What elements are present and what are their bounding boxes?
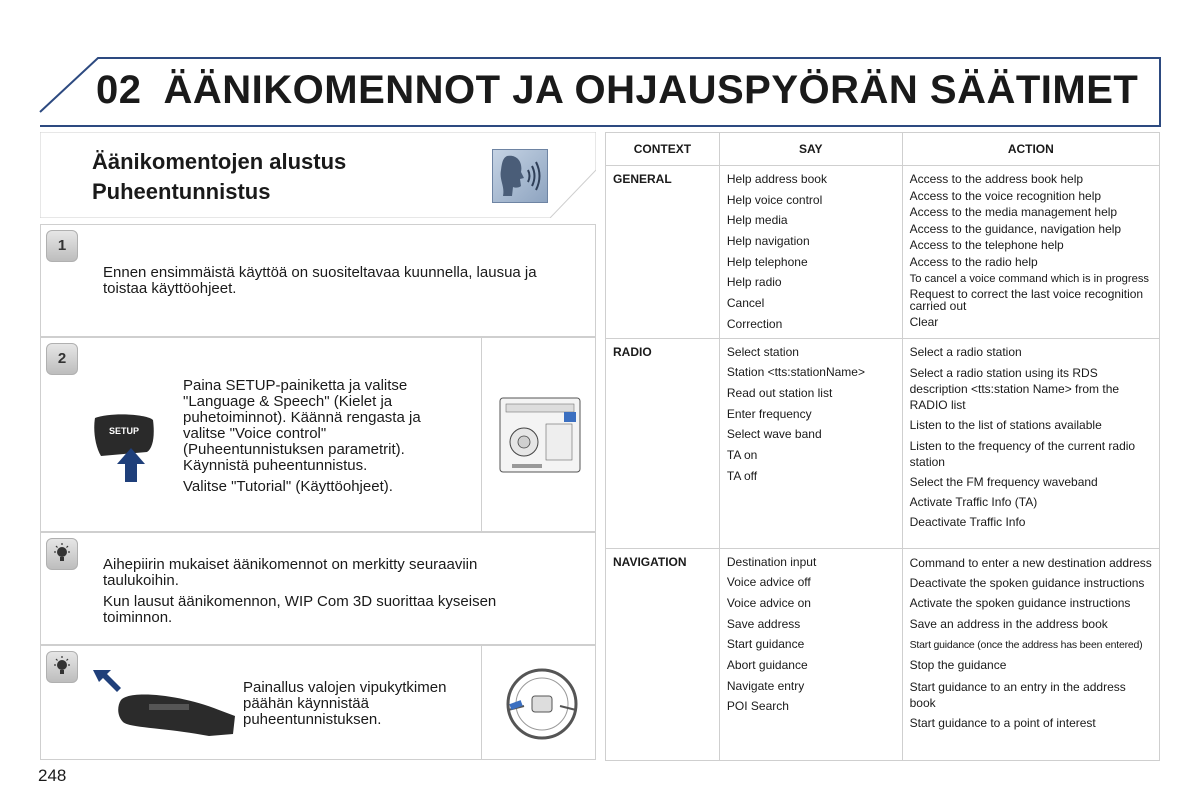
say-item: Help media: [726, 213, 788, 228]
action-item: Select the FM frequency waveband: [909, 474, 1098, 489]
say-item: Destination input: [726, 554, 817, 569]
lightbulb-icon: [47, 539, 77, 569]
table-row: [606, 166, 1160, 339]
chapter-title: [96, 68, 1138, 113]
step-3-text: [103, 557, 543, 631]
step-2-text: [183, 378, 438, 500]
action-item: Save an address in the address book: [909, 616, 1108, 631]
voice-recognition-icon: [492, 149, 548, 203]
action-item: Listen to the list of stations available: [909, 417, 1102, 432]
step-3-paragraph-2: Kun lausut äänikomennon, WIP Com 3D suorittaa kyseisen toiminnon.: [103, 593, 497, 626]
say-item: Abort guidance: [726, 657, 808, 672]
action-item: Deactivate the spoken guidance instructions: [909, 575, 1145, 590]
table-row: [606, 338, 1160, 548]
action-item: Request to correct the last voice recognition carried out: [909, 287, 1144, 314]
page-number: 248: [38, 766, 67, 785]
action-item: Activate Traffic Info (TA): [909, 494, 1038, 509]
step-2-panel: [40, 337, 596, 532]
intro-title: [92, 147, 346, 207]
say-item: TA off: [726, 468, 758, 483]
say-item: Voice advice on: [726, 595, 811, 610]
step-2-paragraph-2: Valitse "Tutorial" (Käyttöohjeet).: [183, 478, 393, 495]
say-item: Help navigation: [726, 234, 810, 249]
table-header-row: [606, 133, 1160, 166]
lightbulb-badge-2: [46, 651, 78, 683]
action-cell: [902, 548, 1159, 760]
light-stalk-illustration: [89, 664, 239, 744]
column-header-action: ACTION: [902, 133, 1159, 166]
chapter-header: [0, 0, 1200, 130]
action-item: Access to the radio help: [909, 254, 1038, 269]
action-item: Select a radio station using its RDS description <tts:station Name> from the RADIO list: [909, 365, 1120, 412]
action-item: Access to the media management help: [909, 205, 1118, 220]
action-item: Start guidance (once the address has been entered): [909, 638, 1143, 651]
action-item: Deactivate Traffic Info: [909, 514, 1026, 529]
say-item: Correction: [726, 316, 783, 331]
lightbulb-icon: [47, 652, 77, 682]
step-4-text: [243, 680, 478, 733]
step-badge-1: 1: [46, 230, 78, 262]
setup-button-label: SETUP: [109, 426, 140, 436]
step-2-paragraph-1: Paina SETUP-painiketta ja valitse "Language & Speech" (Kielet ja puhetoiminnot). Käännä rengasta ja valitse "Voice control" (Puheentunnistuksen parametrit). Käynnistä puheentunnistus.: [183, 377, 421, 474]
step-badge-2: 2: [46, 343, 78, 375]
column-header-context: CONTEXT: [606, 133, 720, 166]
step-4-paragraph: Painallus valojen vipukytkimen päähän käynnistää puheentunnistuksen.: [243, 679, 447, 728]
context-cell: GENERAL: [606, 166, 720, 339]
chapter-number: 02: [96, 68, 142, 112]
step-1-panel: [40, 224, 596, 337]
say-item: POI Search: [726, 699, 789, 714]
say-cell: [719, 166, 902, 339]
say-item: Help telephone: [726, 254, 808, 269]
lightbulb-badge: [46, 538, 78, 570]
say-item: Cancel: [726, 296, 765, 311]
action-item: Select a radio station: [909, 344, 1022, 359]
say-cell: [719, 338, 902, 548]
action-item: Access to the telephone help: [909, 238, 1064, 253]
action-item: Access to the guidance, navigation help: [909, 221, 1122, 236]
step-1-text: [103, 265, 583, 302]
say-item: Select station: [726, 344, 799, 359]
action-item: Start guidance to a point of interest: [909, 715, 1096, 730]
voice-command-table: [605, 132, 1160, 761]
action-item: Listen to the frequency of the current radio station: [909, 438, 1136, 469]
action-item: To cancel a voice command which is in progress: [909, 272, 1150, 285]
say-item: TA on: [726, 447, 758, 462]
action-item: Access to the address book help: [909, 172, 1084, 186]
step-1-paragraph: Ennen ensimmäistä käyttöä on suositeltavaa kuunnella, lausua ja toistaa käyttöohjeet.: [103, 264, 537, 297]
say-item: Enter frequency: [726, 406, 812, 421]
intro-title-line2: Puheentunnistus: [92, 179, 271, 204]
column-header-say: SAY: [719, 133, 902, 166]
action-item: Access to the voice recognition help: [909, 188, 1102, 203]
step-3-paragraph-1: Aihepiirin mukaiset äänikomennot on merkitty seuraaviin taulukoihin.: [103, 556, 478, 589]
say-item: Help radio: [726, 275, 782, 290]
say-item: Save address: [726, 616, 801, 631]
say-cell: [719, 548, 902, 760]
context-cell: NAVIGATION: [606, 548, 720, 760]
say-item: Station <tts:stationName>: [726, 365, 865, 380]
action-cell: [902, 338, 1159, 548]
table-row: [606, 548, 1160, 760]
intro-title-line1: Äänikomentojen alustus: [92, 149, 347, 174]
step-3-panel: [40, 532, 596, 645]
radio-unit-image: [481, 338, 596, 531]
say-item: Help address book: [726, 172, 827, 186]
say-item: Voice advice off: [726, 575, 811, 590]
context-cell: RADIO: [606, 338, 720, 548]
action-cell: [902, 166, 1159, 339]
action-item: Start guidance to an entry in the address book: [909, 679, 1126, 710]
steering-wheel-image: [481, 646, 596, 759]
say-item: Help voice control: [726, 192, 823, 207]
chapter-heading: ÄÄNIKOMENNOT JA OHJAUSPYÖRÄN SÄÄTIMET: [163, 68, 1139, 112]
action-item: Stop the guidance: [909, 658, 1007, 673]
say-item: Read out station list: [726, 385, 833, 400]
action-item: Clear: [909, 314, 939, 329]
setup-button-illustration: [91, 412, 157, 484]
say-item: Select wave band: [726, 427, 822, 442]
action-item: Activate the spoken guidance instructions: [909, 596, 1131, 611]
step-4-panel: [40, 645, 596, 760]
say-item: Start guidance: [726, 637, 805, 652]
action-item: Command to enter a new destination address: [909, 555, 1152, 570]
say-item: Navigate entry: [726, 678, 805, 693]
